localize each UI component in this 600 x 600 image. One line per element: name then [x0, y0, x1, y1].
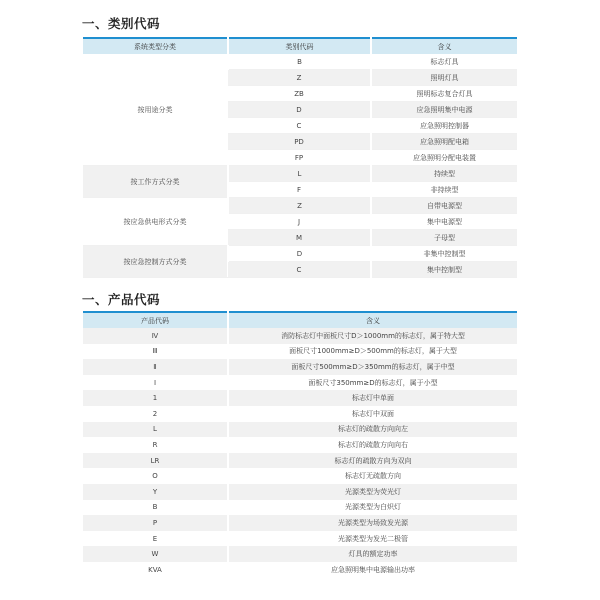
table-row: [83, 246, 517, 262]
product-code-cell: Ⅳ: [83, 328, 228, 344]
product-code-cell: R: [83, 437, 228, 453]
table-row: [83, 484, 517, 500]
code-cell: ZB: [228, 86, 371, 102]
table-row: [83, 546, 517, 562]
meaning-cell: 集中控制型: [371, 262, 517, 278]
table-row: [83, 468, 517, 484]
column-header-system-type: 系统类型分类: [134, 42, 176, 51]
product-code-cell: O: [83, 468, 228, 484]
meaning-cell: 光源类型为发光二极管: [228, 531, 517, 547]
product-code-cell: P: [83, 515, 228, 531]
table-row: [83, 531, 517, 547]
product-code-cell: W: [83, 546, 228, 562]
table-row: [83, 500, 517, 516]
table-row: [83, 406, 517, 422]
code-cell: B: [228, 54, 371, 70]
section-title-product-codes: 一、产品代码: [82, 292, 161, 307]
meaning-cell: 子母型: [371, 230, 517, 246]
product-code-cell: 2: [83, 406, 228, 422]
category-cell: 按应急控制方式分类: [83, 246, 228, 278]
product-code-cell: 1: [83, 390, 228, 406]
table-row: [83, 453, 517, 469]
code-cell: Z: [228, 70, 371, 86]
meaning-cell: 照明标志复合灯具: [371, 86, 517, 102]
category-cell: 按用途分类: [83, 54, 228, 166]
code-cell: FP: [228, 150, 371, 166]
product-code-cell: KVA: [83, 562, 228, 578]
meaning-cell: 应急照明分配电装置: [371, 150, 517, 166]
meaning-cell: 面板尺寸350mm≥D的标志灯，属于小型: [228, 375, 517, 391]
meaning-cell: 应急照明配电箱: [371, 134, 517, 150]
product-code-cell: Ⅰ: [83, 375, 228, 391]
meaning-cell: 光源类型为白炽灯: [228, 500, 517, 516]
meaning-cell: 标志灯中单面: [228, 390, 517, 406]
meaning-cell: 标志灯的疏散方向向左: [228, 422, 517, 438]
product-code-cell: LR: [83, 453, 228, 469]
product-code-cell: Y: [83, 484, 228, 500]
meaning-cell: 标志灯的疏散方向为双向: [228, 453, 517, 469]
table-row: [83, 359, 517, 375]
meaning-cell: 灯具的额定功率: [228, 546, 517, 562]
table-row: [83, 375, 517, 391]
code-cell: PD: [228, 134, 371, 150]
column-header-meaning: 含义: [371, 38, 517, 54]
category-code-table: [83, 37, 517, 278]
table-row: [83, 166, 517, 182]
table-row: [83, 390, 517, 406]
code-cell: Z: [228, 198, 371, 214]
table-row: [83, 437, 517, 453]
meaning-cell: 面板尺寸500mm≥D＞350mm的标志灯，属于中型: [228, 359, 517, 375]
meaning-cell: 标志灯中双面: [228, 406, 517, 422]
meaning-cell: 标志灯无疏散方向: [228, 468, 517, 484]
meaning-cell: 标志灯的疏散方向向右: [228, 437, 517, 453]
meaning-cell: 光源类型为场致发光源: [228, 515, 517, 531]
meaning-cell: 面板尺寸1000mm≥D＞500mm的标志灯，属于大型: [228, 344, 517, 360]
meaning-cell: 光源类型为荧光灯: [228, 484, 517, 500]
category-cell: 按应急供电形式分类: [83, 198, 228, 246]
code-cell: C: [228, 262, 371, 278]
code-cell: L: [228, 166, 371, 182]
table-row: [83, 515, 517, 531]
meaning-cell: 应急照明集中电源: [371, 102, 517, 118]
table-row: [83, 328, 517, 344]
table-row: [83, 422, 517, 438]
column-header-meaning: 含义: [228, 312, 517, 328]
meaning-cell: 标志灯具: [371, 54, 517, 70]
meaning-cell: 集中电源型: [371, 214, 517, 230]
column-header-category-code: 类别代码: [228, 38, 371, 54]
code-cell: D: [228, 246, 371, 262]
table-row: [83, 562, 517, 578]
code-cell: C: [228, 118, 371, 134]
code-cell: D: [228, 102, 371, 118]
product-code-cell: L: [83, 422, 228, 438]
meaning-cell: 应急照明控制器: [371, 118, 517, 134]
product-code-cell: B: [83, 500, 228, 516]
product-code-cell: Ⅲ: [83, 344, 228, 360]
meaning-cell: 非持续型: [371, 182, 517, 198]
code-cell: J: [228, 214, 371, 230]
product-code-cell: Ⅱ: [83, 359, 228, 375]
table-row: [83, 198, 517, 214]
table-header-row: [83, 312, 517, 328]
meaning-cell: 应急照明集中电源输出功率: [228, 562, 517, 578]
meaning-cell: 持续型: [371, 166, 517, 182]
table-row: [83, 344, 517, 360]
category-cell: 按工作方式分类: [83, 166, 228, 198]
code-cell: M: [228, 230, 371, 246]
meaning-cell: 照明灯具: [371, 70, 517, 86]
column-header-product-code: 产品代码: [141, 316, 169, 325]
table-row: [83, 54, 517, 70]
meaning-cell: 自带电源型: [371, 198, 517, 214]
product-code-table: [83, 311, 517, 578]
product-code-cell: E: [83, 531, 228, 547]
section-title-category-codes: 一、类别代码: [82, 16, 161, 31]
code-cell: F: [228, 182, 371, 198]
meaning-cell: 消防标志灯中面板尺寸D＞1000mm的标志灯，属于特大型: [228, 328, 517, 344]
meaning-cell: 非集中控制型: [371, 246, 517, 262]
table-header-row: [83, 38, 517, 54]
